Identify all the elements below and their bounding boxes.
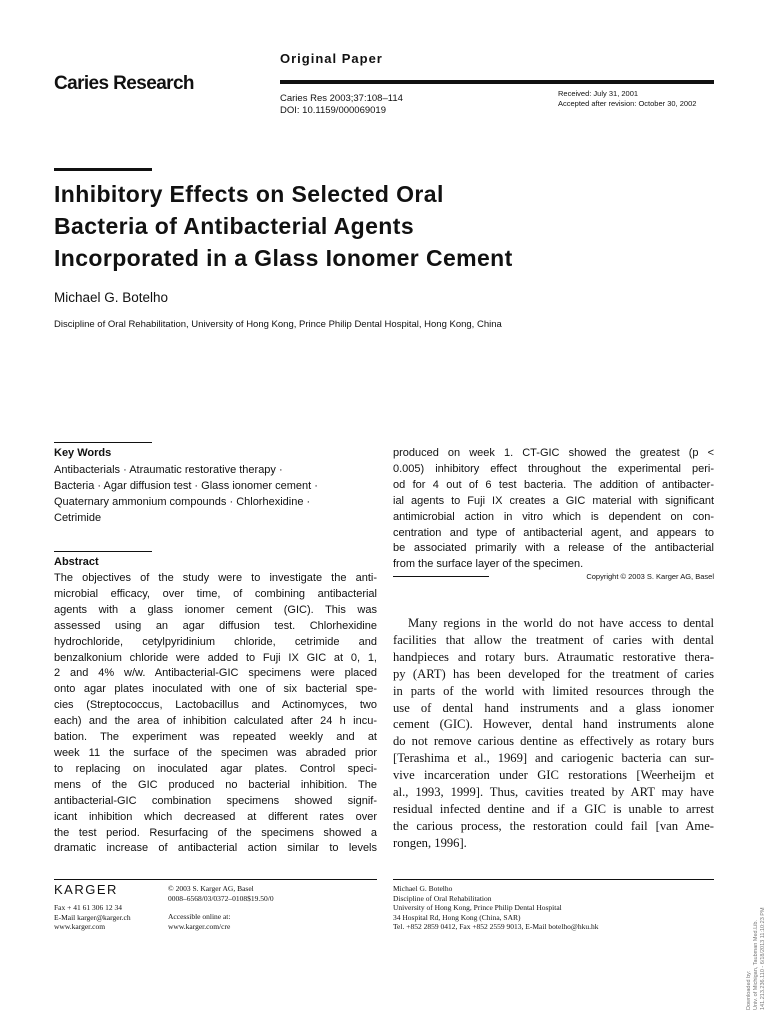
- abstract-line: to replacing on inoculated agar plates. Control speci-: [54, 762, 377, 775]
- abstract-line: icant inhibition which decreased at different rates over: [54, 810, 377, 823]
- abstract-line: The objectives of the study were to investigate the anti-: [54, 572, 377, 584]
- abstract-line: od for 4 out of 6 test bacteria. The addition of antibacter-: [393, 478, 714, 491]
- dates-block: [558, 89, 696, 109]
- body-line: cement (GIC). However, dental hand instruments alone: [393, 717, 714, 732]
- keywords-heading: Key Words: [54, 447, 112, 459]
- abstract-line: centration and type of antibacterial agent, and appears to: [393, 526, 714, 539]
- abstract-line: dramatic increase of antibacterial action similar to levels: [54, 842, 377, 855]
- abstract-line: the test period. Resurfacing of the specimens showed a: [54, 826, 377, 839]
- abstract-line: antibacterial-GIC combination specimens showed signif-: [54, 794, 377, 807]
- corr-dept: Discipline of Oral Rehabilitation: [393, 893, 492, 903]
- abstract-line: ial agents to Fuji IX creates a GIC material with significant: [393, 494, 714, 507]
- corr-addr: 34 Hospital Rd, Hong Kong (China, SAR): [393, 912, 521, 922]
- title-line: Incorporated in a Glass Ionomer Cement: [54, 245, 513, 271]
- abstract-line: 2 and 4% w/w. Antibacterial-GIC specimens were placed: [54, 667, 377, 680]
- online-url: www.karger.com/cre: [168, 921, 231, 931]
- abstract-line: assessed using an agar diffusion test. Chlorhexidine: [54, 619, 377, 632]
- keywords-line: Bacteria · Agar diffusion test · Glass ionomer cement ·: [54, 480, 318, 492]
- corr-inst: University of Hong Kong, Prince Philip Dental Hospital: [393, 903, 562, 912]
- abstract-line: antimicrobial action in vitro which is dependent on con-: [393, 510, 714, 523]
- publisher-web: www.karger.com: [54, 922, 106, 931]
- abstract-line: week 11 the surface of the specimen was abraded prior: [54, 746, 377, 759]
- abstract-line: onto agar plates inoculated with one of six bacterial spe-: [54, 683, 377, 696]
- citation-block: [280, 93, 403, 117]
- author: Michael G. Botelho: [54, 290, 169, 305]
- body-line: in parts of the world with limited resources through the: [393, 683, 714, 698]
- spacer: [168, 903, 274, 912]
- doi: DOI: 10.1159/000069019: [280, 105, 386, 116]
- abstract-line: each) and the area of inhibition calculated after 24 h incu-: [54, 715, 377, 728]
- body-paragraph: [393, 615, 714, 852]
- received-date: Received: July 31, 2001: [558, 89, 639, 98]
- abstract-line: be associated primarily with a release of the antibacterial: [393, 542, 714, 555]
- body-line: do not remove carious dentine as effectively as rotary burs: [393, 734, 714, 749]
- abstract-heading: Abstract: [54, 556, 99, 568]
- keywords-rule: [54, 442, 152, 443]
- abstract-end-rule: [393, 576, 489, 577]
- title-line: Inhibitory Effects on Selected Oral: [54, 181, 444, 207]
- corr-name: Michael G. Botelho: [393, 884, 453, 893]
- abstract-line: agents with a glass ionomer cement (GIC). This was: [54, 603, 377, 616]
- body-line: rongen, 1996].: [393, 835, 467, 850]
- correspondence-address: [393, 884, 598, 932]
- body-line: vive incarceration under GIC restorations [Weerheijm et: [393, 768, 714, 783]
- publisher-email: E-Mail karger@karger.ch: [54, 912, 131, 922]
- footer-copyright: [168, 884, 274, 931]
- publisher-contact: [54, 903, 131, 932]
- paper-type: Original Paper: [280, 51, 383, 66]
- abstract-line: benzalkonium chloride were added to Fuji IX GIC at 0, 1,: [54, 651, 377, 664]
- abstract-text: [54, 571, 377, 857]
- body-line: the carious process, the restoration could fail [van Ame-: [393, 818, 714, 833]
- body-line: [Terashima et al., 1969] and cariogenic bacteria can sur-: [393, 751, 714, 766]
- abstract-line: microbial efficacy, over time, of combining antibacterial: [54, 587, 377, 600]
- copyright-line: © 2003 S. Karger AG, Basel: [168, 884, 254, 893]
- affiliation: Discipline of Oral Rehabilitation, University of Hong Kong, Prince Philip Dental Hospital, Hong Kong, China: [54, 319, 502, 330]
- header-rule: [280, 80, 714, 84]
- abstract-line: mens of the GIC produced no bacterial inhibition. The: [54, 778, 377, 791]
- publisher-logo: KARGER: [54, 882, 118, 897]
- body-line: py (ART) has been developed for the treatment of caries: [393, 666, 714, 681]
- stamp-line: Downloaded by:: [746, 970, 752, 1010]
- abstract-rule: [54, 551, 152, 552]
- footer-rule-left: [54, 879, 377, 880]
- abstract-line: hydrochloride, cetylpyridinium chloride, cetrimide and: [54, 635, 377, 648]
- corr-contact: Tel. +852 2859 0412, Fax +852 2559 9013, E-Mail botelho@hku.hk: [393, 922, 599, 931]
- abstract-line: from the surface layer of the specimen.: [393, 558, 584, 571]
- body-line: facilities that allow the treatment of caries with dental: [393, 632, 714, 647]
- stamp-line: 141.213.236.110 - 6/18/2013 11:10:23 PM: [760, 907, 766, 1010]
- publisher-fax: Fax + 41 61 306 12 34: [54, 903, 122, 912]
- abstract-line: 0.005) inhibitory effect throughout the experimental peri-: [393, 462, 714, 475]
- body-line: residual infected dentine and if a GIC is unable to arrest: [393, 801, 714, 816]
- title-rule: [54, 168, 152, 171]
- abstract-continued: [393, 446, 714, 573]
- journal-name: Caries Research: [54, 73, 194, 94]
- issn-line: 0008–6568/03/0372–0108$19.50/0: [168, 893, 274, 903]
- keywords-line: Cetrimide: [54, 512, 102, 524]
- body-line: handpieces and rotary burs. Atraumatic restorative thera-: [393, 649, 714, 664]
- body-line: use of dental hand instruments and a glass ionomer: [393, 700, 714, 715]
- abstract-line: produced on week 1. CT-GIC showed the greatest (p <: [393, 447, 714, 459]
- abstract-copyright: Copyright © 2003 S. Karger AG, Basel: [586, 572, 714, 581]
- abstract-line: cies (Streptococcus, Lactobacillus and Actinomyces, two: [54, 699, 377, 712]
- title-line: Bacteria of Antibacterial Agents: [54, 213, 415, 239]
- stamp-line: Univ. of Michigan, Taubman Med.Lib.: [753, 920, 759, 1010]
- article-title: [54, 178, 694, 274]
- citation: Caries Res 2003;37:108–114: [280, 93, 403, 104]
- body-line: al., 1993, 1999]. Thus, cavities treated by ART may have: [393, 785, 714, 800]
- footer-rule-right: [393, 879, 714, 880]
- abstract-line: bation. The experiment was repeated weekly and at: [54, 731, 377, 744]
- online-label: Accessible online at:: [168, 912, 231, 921]
- download-stamp: [746, 907, 767, 1010]
- accepted-date: Accepted after revision: October 30, 2002: [558, 99, 697, 108]
- keywords-list: [54, 462, 364, 526]
- keywords-line: Antibacterials · Atraumatic restorative therapy ·: [54, 464, 283, 476]
- body-line: Many regions in the world do not have access to dental: [408, 616, 714, 630]
- keywords-line: Quaternary ammonium compounds · Chlorhexidine ·: [54, 496, 311, 508]
